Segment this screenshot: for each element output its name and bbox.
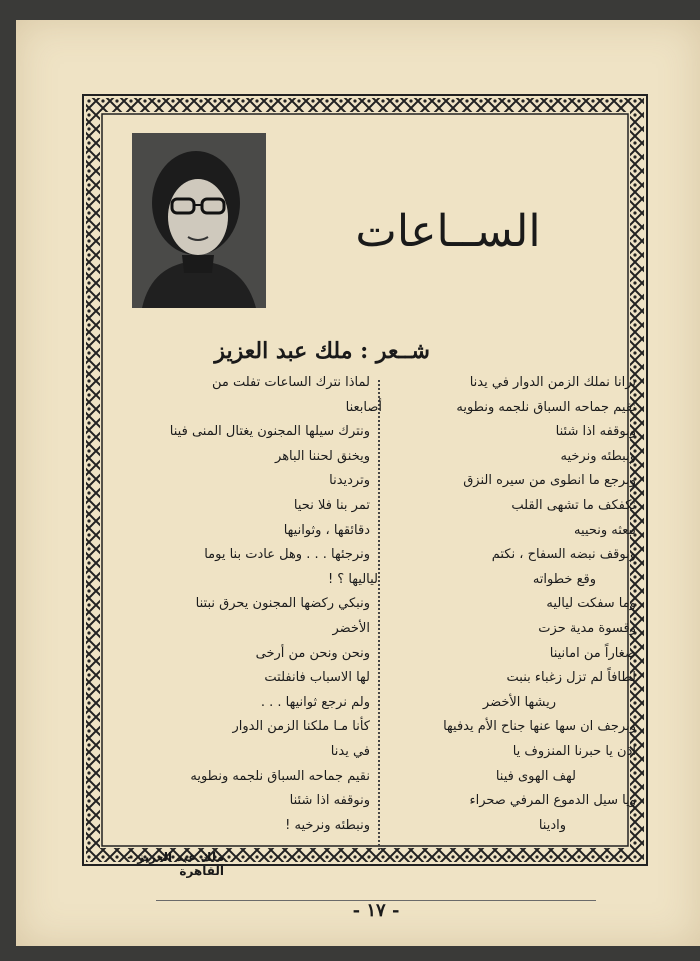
column-divider — [378, 380, 380, 850]
poem-column-right — [412, 375, 636, 875]
author-signature: ملك عبد العزيز – القاهرة — [127, 850, 224, 878]
poem-line: ونترك سيلها المجنون يغتال المنى فينا — [169, 424, 370, 440]
poem-line: لياليها ؟ ! — [327, 571, 378, 587]
poem-line: ونرجئها . . . وهل عادت بنا يوما — [204, 547, 370, 563]
poem-line: الأخضر — [332, 621, 370, 636]
poem-line: ونبطئه ونرخيه ! — [285, 817, 370, 833]
author-portrait — [132, 133, 266, 308]
magazine-page — [16, 20, 700, 946]
poem-line: ونوقفه اذا شئنا — [555, 424, 636, 440]
poem-title: الســاعات — [355, 206, 541, 257]
poem-line: ويا سيل الدموع المرفي صحراء — [469, 793, 636, 809]
poem-column-left — [112, 375, 382, 875]
poem-line: في يدنا — [330, 744, 370, 759]
poem-byline: شــعر : ملك عبد العزيز — [214, 338, 430, 364]
poem-line: لطافاً لم تزل زغباء بنبت — [506, 670, 636, 686]
poem-line: وقع خطواته — [532, 571, 596, 587]
page-number: - ١٧ - — [352, 900, 400, 921]
poem-line: نبعثه ونحييه — [574, 522, 636, 538]
poem-line: نكفكف ما تشهى القلب — [511, 498, 636, 513]
poem-line: وادينا — [538, 817, 566, 833]
poem-line: لهف الهوى فينا — [495, 768, 576, 784]
poem-line: اذن يا حبرنا المنزوف يا — [512, 744, 636, 759]
poem-line: ونبكي ركضها المجنون يحرق نبتنا — [195, 596, 370, 612]
poem-line: ونوقفه اذا شئنا — [289, 793, 370, 809]
poem-line: ويخنق لحننا الباهر — [275, 448, 370, 464]
poem-line: ونرجع ما انطوى من سيره النزق — [463, 473, 636, 489]
poem-line: كأنا مـا ملكنا الزمن الدوار — [232, 719, 370, 735]
poem-line: أصابعنا — [345, 399, 382, 415]
poem-line: ونبطئه ونرخيه — [560, 448, 636, 464]
poem-line: وترديدنا — [329, 473, 370, 489]
poem-line: نقيم جماحه السباق نلجمه ونطويه — [456, 399, 636, 415]
poem-line: دقائقها ، وثوانيها — [283, 522, 370, 538]
poem-line: ونوقف نبضه السفاح ، نكتم — [491, 547, 636, 563]
poem-line: ونحن ونحن من أرخى — [255, 645, 370, 661]
poem-line: نقيم جماحه السباق نلجمه ونطويه — [190, 768, 370, 784]
poem-line: لماذا نترك الساعات تفلت من — [211, 375, 370, 390]
poem-line: ونرجف ان سها عنها جناح الأم يدفيها — [443, 719, 636, 735]
poem-line: صغاراً من امانينا — [549, 645, 636, 661]
poem-line: لها الاسباب فانفلتت — [264, 670, 370, 686]
poem-line: ريشها الأخضر — [482, 694, 556, 710]
poem-line: وقسوة مدية حزت — [538, 621, 636, 636]
poem-line: وما سفكت لياليه — [546, 596, 636, 612]
poem-line: تمر بنا فلا نحيا — [293, 498, 370, 513]
poem-line: ولم نرجع ثوانيها . . . — [260, 694, 370, 710]
poem-line: ترانا نملك الزمن الدوار في يدنا — [469, 375, 636, 390]
